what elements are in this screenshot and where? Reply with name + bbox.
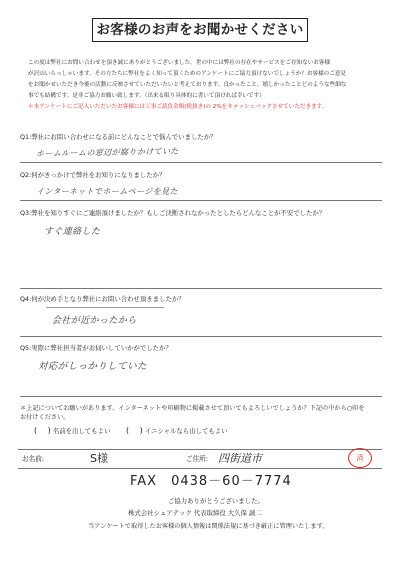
question-5-answer: 対応がしっかりしていた (38, 361, 147, 372)
paren-open: ( ) (126, 426, 143, 435)
publish-question-line: お付けください。 (20, 414, 70, 421)
name-label: お名前: (22, 455, 45, 463)
option-initial-ok[interactable] (126, 425, 228, 436)
publish-question (20, 403, 365, 421)
page-title: お客様のお声をお聞かせください (92, 18, 308, 42)
publish-question-line: ＊上記についてお願いがあります。インターネットや印刷物に掲載させて頂いてもよろしいでしょうか？下記の中から○印を (20, 405, 365, 412)
option-initial-ok-label: イニシャルなら出してもよい (144, 427, 228, 435)
divider (20, 162, 382, 163)
intro-line: をお聞かせいただき今後の活動に反映させていただいたいと考えております。良かったこと、嬉しかったことどのような些細な (28, 82, 347, 88)
name-value: S様 (90, 452, 108, 465)
intro-line: 事でも結構です。是非ご協力お願い致します。（出来る限り具体的に書いて頂ければ幸いです） (28, 93, 265, 99)
divider (20, 336, 382, 337)
divider (20, 200, 382, 201)
thanks-text: ご協力ありがとうございました。 (168, 497, 264, 505)
question-1-answer: ホームルームの窓辺が腐りかけていた (35, 146, 179, 159)
address-label: ご住所: (186, 455, 209, 463)
company-name: 株式会社シュアテック 代表取締役 大久保 誠二 (128, 509, 262, 517)
question-2-label: Q2:何がきっかけで弊社をお知りになりましたか？ (20, 171, 166, 179)
approval-stamp: 済 (348, 448, 372, 468)
question-2-answer: インターネットでホームページを見た (36, 187, 178, 196)
divider (20, 396, 382, 397)
question-3-label: Q3:弊社を知りすぐにご連絡頂けましたか？もしご決断されなかったとしたらどんなことが不安でしたか？ (20, 209, 326, 217)
address-value: 四街道市 (218, 452, 262, 465)
intro-line: が沢山いらっしゃいます。その方たちに弊社をよく知って頂くためのアンケートにご協力頂けないでしょうか？お客様のご意見 (28, 71, 347, 77)
question-5-label: Q5:実際に弊社担当者がお伺いしていかがでしたか？ (20, 344, 172, 352)
intro-text (28, 58, 378, 113)
fax-number: FAX 0438－60－7774 (130, 474, 292, 489)
divider (20, 288, 382, 289)
paren-open: ( ) (34, 426, 51, 435)
option-name-ok-label: 名前を出してもよい (52, 427, 111, 435)
intro-line: この度は弊社にお問い合わせを頂き誠にありがとうございました。世の中には弊社の存在やサービスをご存知ないお客様 (28, 60, 331, 66)
privacy-notice: 当アンケートで取得したお客様の個人情報は関係法規に基づき厳正に管理いたします。 (88, 523, 329, 530)
underline (46, 307, 164, 308)
question-3-answer: すぐ連絡した (44, 227, 101, 237)
option-name-ok[interactable] (34, 425, 110, 436)
question-4-answer: 会社が近かったから (52, 316, 137, 326)
question-4-label: Q4:何が決め手となり弊社にお問い合わせ頂きましたか？ (20, 295, 185, 303)
question-1-label: Q1:弊社にお問い合わせになる前にどんなことで悩んでいましたか？ (20, 133, 217, 141)
cashback-note: ＊本アンケートにご記入いただいたお客様には工事ご請負金額(税抜き)の 2%をキャッシュバックさせていただきます。 (28, 104, 328, 110)
